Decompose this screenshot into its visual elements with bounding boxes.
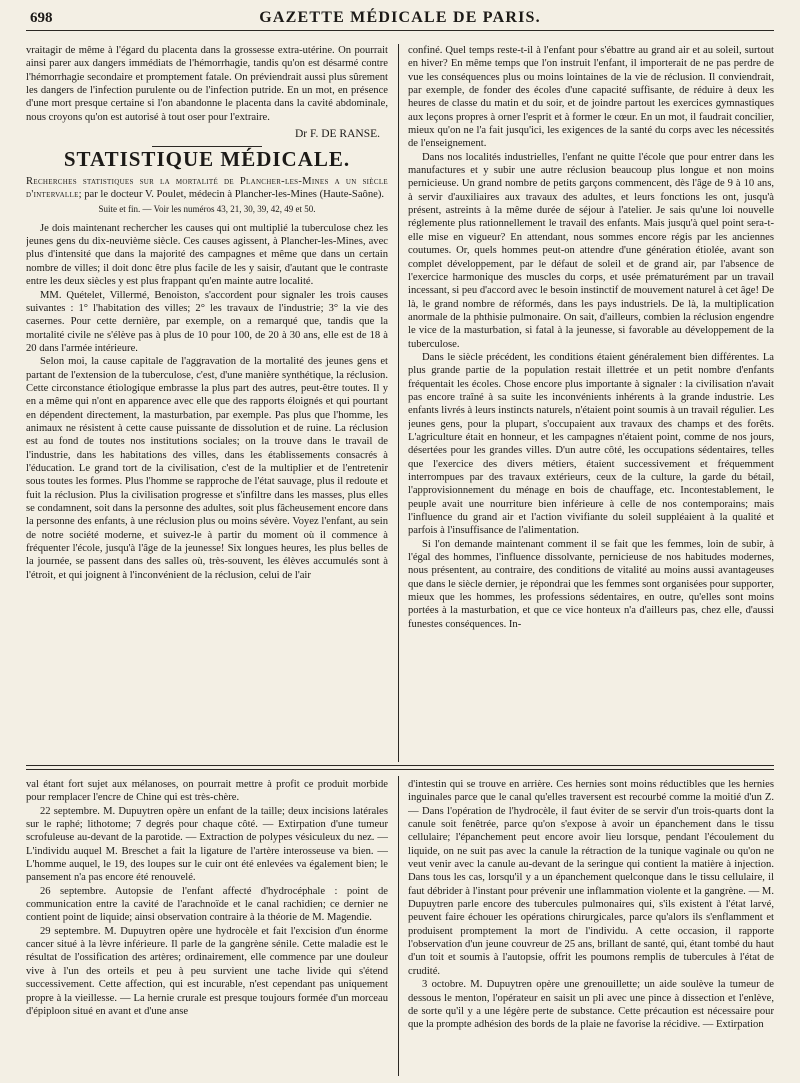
article-heading-caps: Recherches statistiques sur la mortalité de Plancher-les-Mines a un siècle d'intervalle (26, 175, 388, 201)
paragraph: d'intestin qui se trouve en arrière. Ces hernies sont moins réductibles que les hernies inguinales parce que le canal qu'elles traversent est recourbé comme la moitié d'un Z. — Dans l'opération de l'hydrocèle, il faut éviter de se servir d'un trois-quarts dont la canule soit fenêtrée, parce qu'on s'expose à avoir un épanchement dans le tissu cellulaire; l'épanchement peut encore avoir lieu lorsque, pendant l'écoulement du liquide, on ne suit pas avec la canule la rétraction de la tunique vaginale ou qu'on ne veut venir avec la canule au-devant de la seringue qui contient la matière à injection. Dans tous les cas, lorsqu'il y a un épanchement quelconque dans le tissu cellulaire, il faut débrider à l'instant pour prévenir une inflammation violente et la gangrène. — M. Dupuytren parle encore des tubercules pulmonaires qui, s'ils existent à l'état larvé, peuvent faire échouer les opérations chirurgicales, parce qu'alors ils s'enflamment et produisent promptement la mort de l'individu. A cette occasion, il rapporte l'observation d'un jeune couvreur de 25 ans, brillant de santé, qui, étant tombé du haut d'un toit et soumis à l'autopsie, offrit les poumons remplis de tubercules à l'état de crudité. (408, 779, 774, 977)
bottom-right-column (408, 778, 774, 1078)
page-header (26, 8, 774, 31)
column-rule (398, 44, 399, 762)
top-right-column (408, 44, 774, 760)
page-number: 698 (30, 10, 53, 26)
article-heading-rest: ; par le docteur V. Poulet, médecin à Plancher-les-Mines (Haute-Saône). (78, 189, 384, 201)
paragraph: Si l'on demande maintenant comment il se fait que les femmes, loin de subir, à l'égal des hommes, l'influence dissolvante, pernicieuse de nos habitudes modernes, nous présentent, au contraire, des conditions de vitalité au moins aussi avantageuses que dans le siècle dernier, je répondrai que les femmes sont organisées pour supporter, mieux que les hommes, les professions sédentaires, en outre, qu'elles sont moins portées à la masturbation, et que ce vice honteux n'a d'ailleurs pas, chez elle, d'aussi funestes conséquences. In- (408, 538, 774, 630)
author-signature: Dr F. DE RANSE. (294, 128, 380, 141)
column-rule (398, 776, 399, 1076)
section-rule (26, 765, 774, 766)
bottom-left-column (26, 778, 388, 1078)
paragraph: 3 octobre. M. Dupuytren opère une grenouillette; un aide soulève la tumeur de dessous le menton, l'opérateur en saisit un pli avec une pince à dissection et l'enlève, de sorte qu'il y a une légère perte de substance. Cette précaution est nécessaire pour que la prompte adhésion des bords de la plaie ne favorise la récidive. — Extirpation (408, 979, 774, 1031)
paragraph: MM. Quételet, Villermé, Benoiston, s'accordent pour signaler les trois causes suivantes : 1° l'habitation des villes; 2° les travaux de l'industrie; 3° la vie des casernes. Pour cette dernière, par exemple, on a remarqué que, tandis que la mortalité civile ne s'élève pas à plus de 10 pour 100, de 20 à 30 ans, elle est de 18 à 20 dans l'armée intérieure. (26, 289, 388, 354)
section-title: STATISTIQUE MÉDICALE. (63, 147, 351, 172)
continuation-note: Suite et fin. — Voir les numéros 43, 21, 30, 39, 42, 49 et 50. (98, 204, 316, 215)
paragraph: 29 septembre. M. Dupuytren opère une hydrocèle et fait l'excision d'un énorme cancer situé à la lèvre inférieure. Il parle de la gangrène sénile. Cette maladie est le résultat de l'ossification des artères; ordinairement, elle commence par une douleur vive à l'un des orteils et peu à peu survient une tache livide qui s'étend successivement. Cette affection, qui est incurable, n'est cependant pas uniquement propre à la vieillesse. — La hernie crurale est presque toujours formée d'un morceau d'épiploon situé en avant et d'une anse (26, 925, 388, 1017)
article-heading (26, 175, 388, 202)
paragraph: Dans le siècle précédent, les conditions étaient généralement bien différentes. La plus grande partie de la population restait illettrée et un petit nombre d'enfants fréquentait les écoles. Chose encore plus importante à signaler : la civilisation n'avait pas encore traîné à sa suite les inconvénients inhérents à la grande industrie. Les enfants livrés à leurs instincts naturels, n'étaient point soumis à un travail régulier. Les jeunes gens, pour la plupart, s'occupaient aux travaux des champs et des forêts. L'agriculture était en honneur, et les campagnes n'étaient point, comme de nos jours, désertées pour les grandes villes. D'un autre côté, les occupations sédentaires, telles que l'exercice des divers métiers, étaient successivement et fréquemment interrompues par des travaux extérieurs, ceux de la culture, la garde du bétail, l'approvisionnement du ménage en bois de chauffage, etc. Incontestablement, le peuple avait une nourriture bien inférieure à celle de nos contemporains; mais l'influence du grand air et l'action vivifiante du soleil suppléaient à la qualité et parfois à l'insuffisance de l'alimentation. (408, 351, 774, 537)
paragraph: Dans nos localités industrielles, l'enfant ne quitte l'école que pour entrer dans les manufactures et y subir une autre réclusion beaucoup plus longue et non moins pernicieuse. Un grand nombre de petits garçons commencent, dès l'âge de 9 à 10 ans, à servir d'auxiliaires aux travaux des adultes, et leurs fonctions les ont, jusqu'à présent, astreints à la même durée de séjour à l'atelier. Je sais qu'une loi nouvelle réglemente plus rationnellement le travail des enfants. Mais jusqu'à quel point sera-t-elle mise en vigueur? En attendant, nous sommes encore régis par les anciennes coutumes. Or, quels hommes peut-on attendre d'une génération étiolée, avant son complet développement, par le défaut de soleil et de grand air, par l'absence de l'exercice harmonique des muscles du corps, et usée prématurément par un travail incessant, si peu d'accord avec le besoin instinctif de mouvement naturel à cet âge! De là, le grand nombre de réformés, dans les pays industriels. De là, la multiplication anormale de la phthisie pulmonaire. On sait, d'ailleurs, combien la réclusion engendre le vice de la masturbation, si fatal à la jeunesse, si favorable au développement de la tuberculose. (408, 151, 774, 350)
paragraph: Selon moi, la cause capitale de l'aggravation de la mortalité des jeunes gens et partant de l'extension de la tuberculose, c'est, d'une manière synthétique, la réclusion. Cette circonstance étiologique embrasse la plus part des autres, peut-être toutes. Il y en a même qui n'ont en apparence avec elle que des rapports éloignés et qui pourtant en dépendent directement, la masturbation, par exemple. Pas plus que l'homme, les animaux ne résistent à cette cause puissante de dissolution et de ruine. La réclusion est au fond de toutes nos institutions sociales; on la trouve dans le travail de l'industrie, dans les habitations des villes, dans les établissements consacrés à l'éducation. Le grand tort de la civilisation, c'est de la multiplier et de l'entretenir sous toutes les formes. Plus l'homme se rapproche de l'état sauvage, plus il redoute et fuit la réclusion. Plus la civilisation progresse et s'infiltre dans les masses, plus elles se condamnent, soit dans la personne des adultes, soit plus fâcheusement encore dans la personne des enfants, à une réclusion plus ou moins sévère. Voyez l'enfant, au sein de notre société moderne, et suivez-le à partir du moment où il commence à fréquenter l'école, jusqu'à l'âge de la jeunesse! Six longues heures, les plus belles de la journée, se passent dans des salles où, très-souvent, les élèves accumulés sont à l'étroit, et qui joignent à l'inconvénient de la réclusion, celui de l'air (26, 356, 388, 581)
paragraph: vraitagir de même à l'égard du placenta dans la grossesse extra-utérine. On pourrait ainsi parer aux dangers immédiats de l'hémorrhagie, tandis qu'on est désarmé contre l'hémorrhagie secondaire et promptement fatale. On préviendrait aussi plus sûrement les dangers de l'infection purulente ou de l'infection putride. En un mot, en présence d'une mort presque certaine si l'on abandonne le placenta dans la cavité abdominale, nous croyons qu'on est autorisé à tout oser pour l'extraire. (26, 45, 388, 123)
section-rule (26, 769, 774, 770)
top-left-column (26, 44, 388, 760)
paragraph: 22 septembre. M. Dupuytren opère un enfant de la taille; deux incisions latérales sur le raphé; lithotome; 7 degrés pour chaque côté. — Extirpation d'une tumeur scrofuleuse au-devant de la parotide. — Extraction de polypes vésiculeux du nez. — L'individu auquel M. Breschet a fait la ligature de l'artère interosseuse va bien. — L'homme auquel, le 19, des loupes sur le cuir ont été enlevées va également bien; le pansement n'a pas encore été renouvelé. (26, 805, 388, 884)
paragraph: 26 septembre. Autopsie de l'enfant affecté d'hydrocéphale : point de communication entre la cavité de l'arachnoïde et le canal rachidien; ce dernier ne contient point de liquide; ainsi observation contraire à la théorie de M. Magendie. (26, 885, 388, 924)
paragraph: confiné. Quel temps reste-t-il à l'enfant pour s'ébattre au grand air et au soleil, surtout en hiver? En même temps que l'on instruit l'enfant, il importerait de ne pas perdre de vue les conséquences plus ou moins lointaines de la vie de réclusion. Il conviendrait, par exemple, de fonder des écoles d'une capacité suffisante, de réduire à deux les heures de classe du matin et du soir, et de joindre partout les exercices gymnastiques aux leçons propres à orner l'esprit et à former le cœur. En un mot, il faudrait concilier, mieux qu'on ne l'a fait jusqu'ici, les exigences de la santé du corps avec les nécessités de l'enseignement. (408, 45, 774, 150)
journal-title: GAZETTE MÉDICALE DE PARIS. (259, 9, 541, 26)
paragraph: val étant fort sujet aux mélanoses, on pourrait mettre à profit ce produit morbide pour remplacer l'encre de Chine qui est très-chère. (26, 779, 388, 804)
paragraph: Je dois maintenant rechercher les causes qui ont multiplié la tuberculose chez les jeunes gens du dix-neuvième siècle. Ces causes agissent, à Plancher-les-Mines, avec plus d'intensité que dans la majorité des campagnes et même que dans un certain nombre de villes; il doit donc être plus facile de les y saisir, d'autant que le contraste entre les deux siècles y est plus frappant qu'en mainte autre localité. (26, 222, 388, 288)
